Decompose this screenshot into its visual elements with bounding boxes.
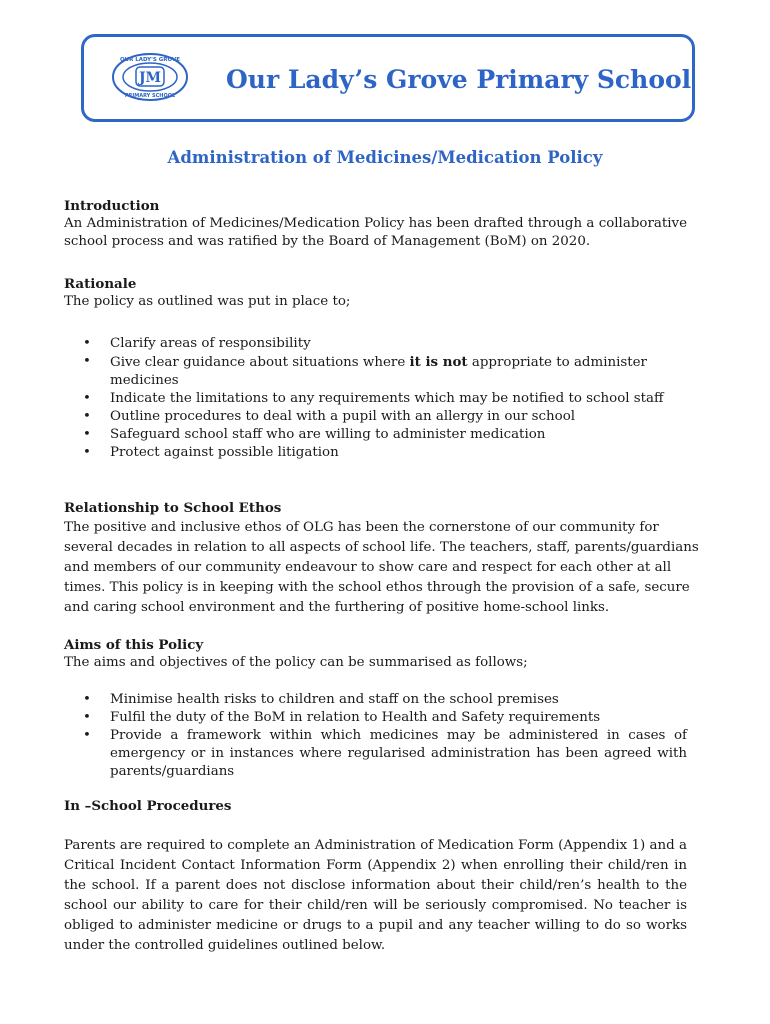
list-item (110, 353, 687, 390)
list-item: • Protect against possible litigation (110, 444, 687, 462)
list-item: • Minimise health risks to children and staff on the school premises (110, 691, 687, 709)
aims-list (64, 691, 687, 781)
rationale-list (64, 335, 687, 462)
introduction-text: An Administration of Medicines/Medication Policy has been drafted through a collaborative school process and was ratified by the Board of Management (BoM) on 2020. (64, 216, 687, 249)
ethos-line: The positive and inclusive ethos of OLG has been the cornerstone of our community for (64, 520, 659, 535)
list-item: • Safeguard school staff who are willing to administer medication (110, 426, 687, 444)
ethos-heading: Relationship to School Ethos (64, 500, 282, 516)
ethos-line: several decades in relation to all aspects of school life. The teachers, staff, parents/guardians (64, 540, 699, 555)
logo-ring-bottom-text: PRIMARY SCHOOL (124, 93, 176, 99)
aims-heading: Aims of this Policy (64, 637, 204, 653)
list-item: • Fulfil the duty of the BoM in relation to Health and Safety requirements (110, 709, 687, 727)
aims-section (64, 636, 687, 672)
procedures-heading-block (64, 797, 687, 815)
list-item: • Clarify areas of responsibility (110, 335, 687, 353)
list-item-text: Give clear guidance about situations where (110, 355, 410, 370)
introduction-section (64, 197, 687, 251)
aims-intro: The aims and objectives of the policy can be summarised as follows; (64, 655, 528, 670)
school-logo (110, 51, 190, 103)
list-item: • Provide a framework within which medicines may be administered in cases of emergency or in instances where regularised administration has been agreed with parents/guardians (110, 727, 687, 781)
procedures-section (64, 836, 687, 956)
ethos-section (64, 498, 699, 618)
emphasis-text: it is not (409, 354, 468, 370)
logo-initials: JM (138, 70, 162, 86)
procedures-text: Parents are required to complete an Administration of Medication Form (Appendix 1) and a Critical Incident Contact Information Form (Appendix 2) when enrolling their child/ren in the school. If a parent does not disclose information about their child/ren’s health to the school our ability to care for their child/ren will be seriously compromised. No teacher is obliged to administer medicine or drugs to a pupil and any teacher willing to do so works under the controlled guidelines outlined below. (64, 838, 687, 953)
rationale-heading: Rationale (64, 276, 137, 292)
logo-ring-top-text: OUR LADY'S GROVE (119, 57, 181, 63)
procedures-heading: In –School Procedures (64, 798, 232, 814)
list-item: • Outline procedures to deal with a pupil with an allergy in our school (110, 408, 687, 426)
rationale-section (64, 275, 687, 311)
ethos-line: and members of our community endeavour to show care and respect for each other at all (64, 560, 672, 575)
ethos-line: and caring school environment and the furthering of positive home-school links. (64, 600, 610, 615)
list-item-text: appropriate to administer medicines (110, 355, 647, 388)
introduction-heading: Introduction (64, 198, 160, 214)
policy-title: Administration of Medicines/Medication Policy (167, 148, 603, 167)
school-name: Our Lady’s Grove Primary School (226, 65, 692, 94)
header-box (81, 34, 695, 122)
rationale-intro: The policy as outlined was put in place to; (64, 294, 351, 309)
ethos-line: times. This policy is in keeping with the school ethos through the provision of a safe, secure (64, 580, 690, 595)
list-item: • Indicate the limitations to any requirements which may be notified to school staff (110, 390, 687, 408)
